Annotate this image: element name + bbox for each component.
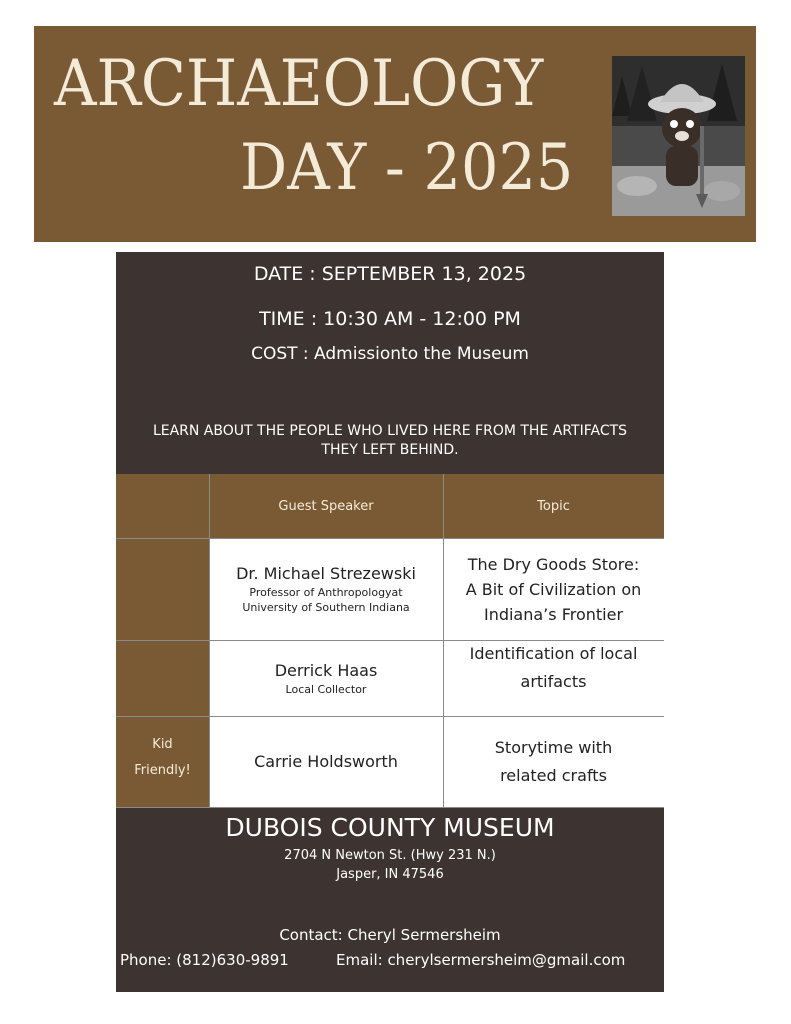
kid-friendly-label [116, 732, 209, 784]
speaker-name: Derrick Haas [274, 660, 378, 680]
event-tagline: LEARN ABOUT THE PEOPLE WHO LIVED HERE FROM THE ARTIFACTS THEY LEFT BEHIND. [152, 423, 628, 458]
page-title-line2: DAY - 2025 [240, 131, 574, 205]
divider [116, 807, 664, 808]
table-row-speaker [209, 640, 443, 716]
kid-label-line1: Kid [152, 737, 173, 752]
table-row-topic [443, 716, 664, 808]
venue-name: DUBOIS COUNTY MUSEUM [225, 813, 555, 842]
contact-email: Email: cherylsermersheim@gmail.com [336, 951, 626, 969]
divider [209, 474, 210, 808]
topic-text: related crafts [500, 766, 607, 785]
topic-text: artifacts [520, 672, 587, 691]
schedule-table [116, 474, 664, 808]
event-cost: COST : Admissionto the Museum [251, 344, 529, 364]
kid-label-line2: Friendly! [134, 763, 191, 778]
table-row-speaker [209, 538, 443, 640]
divider [116, 538, 664, 539]
archaeologist-mascot-photo [612, 56, 745, 216]
topic-text: A Bit of Civilization on [465, 579, 642, 599]
topic-text: Identification of local [469, 644, 638, 663]
divider [443, 474, 444, 808]
speaker-title: Local Collector [285, 682, 367, 696]
venue-address-line2: Jasper, IN 47546 [336, 867, 444, 882]
topic-text: The Dry Goods Store: [467, 554, 640, 574]
page-title-line1: ARCHAEOLOGY [54, 47, 544, 121]
event-time: TIME : 10:30 AM - 12:00 PM [259, 308, 521, 330]
speaker-title: Professor of Anthropologyat [249, 586, 403, 599]
contact-name: Contact: Cheryl Sermersheim [279, 926, 501, 944]
divider [116, 640, 664, 641]
topic-text: Indiana’s Frontier [483, 604, 624, 624]
table-row-topic [443, 538, 664, 640]
speaker-name: Carrie Holdsworth [254, 752, 398, 771]
contact-phone: Phone: (812)630-9891 [120, 951, 289, 969]
speaker-name: Dr. Michael Strezewski [236, 564, 416, 583]
table-row-topic [443, 640, 664, 716]
table-row-speaker [209, 716, 443, 808]
divider [116, 716, 664, 717]
event-date: DATE : SEPTEMBER 13, 2025 [253, 263, 527, 285]
header-topic: Topic [443, 474, 664, 538]
speaker-affiliation: University of Southern Indiana [242, 601, 410, 614]
venue-address-line1: 2704 N Newton St. (Hwy 231 N.) [284, 848, 496, 863]
header-guest-speaker: Guest Speaker [209, 474, 443, 538]
topic-text: Storytime with [494, 738, 613, 757]
